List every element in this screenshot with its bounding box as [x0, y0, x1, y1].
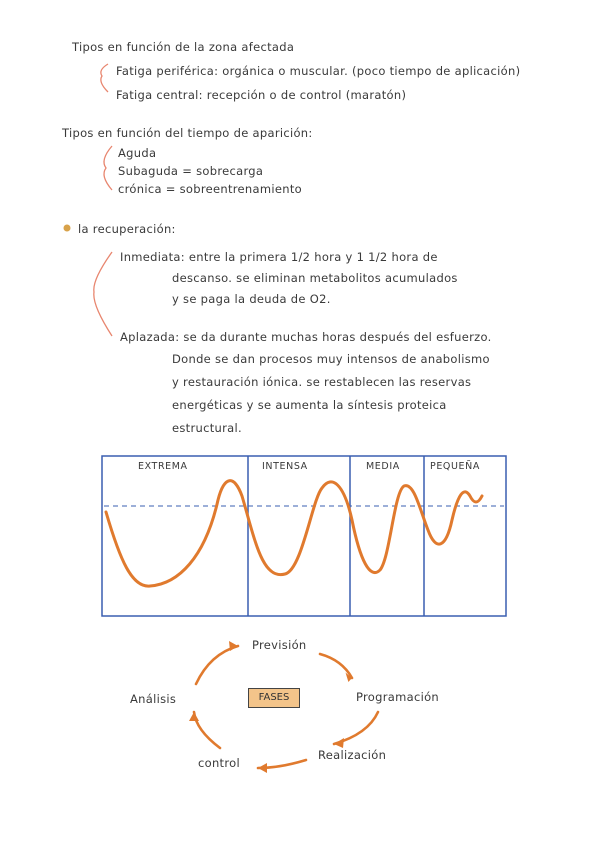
- arrow-programacion-to-realizacion: [334, 712, 378, 744]
- cycle-step-analisis: Análisis: [130, 692, 177, 706]
- brace-section1: [101, 64, 108, 92]
- zone-label-intensa: INTENSA: [262, 461, 308, 472]
- aplazada-line-2: Donde se dan procesos muy intensos de anabolismo: [172, 352, 490, 366]
- cycle-step-programacion: Programación: [356, 690, 440, 704]
- inmediata-line-3: y se paga la deuda de O2.: [172, 292, 331, 306]
- brace-section2: [104, 146, 112, 190]
- arrow-control-to-analisis: [194, 712, 220, 748]
- fases-box: [248, 688, 300, 708]
- aplazada-line-3: y restauración iónica. se restablecen las reservas: [172, 375, 472, 389]
- arrow-analisis-to-prevision: [196, 646, 238, 684]
- zone-label-pequena: PEQUEÑA: [430, 461, 480, 472]
- section1-item-2: Fatiga central: recepción o de control (maratón): [116, 88, 407, 102]
- section1-item-1: Fatiga periférica: orgánica o muscular. (poco tiempo de aplicación): [116, 64, 521, 78]
- brace-section3: [94, 252, 112, 336]
- fases-label: FASES: [258, 692, 290, 703]
- bullet-dot: [64, 225, 71, 232]
- section3-heading: la recuperación:: [78, 222, 176, 236]
- cycle-step-realizacion: Realización: [318, 748, 387, 762]
- zone-label-extrema: EXTREMA: [138, 461, 188, 472]
- section2-heading: Tipos en función del tiempo de aparición:: [62, 126, 313, 140]
- section1-heading: Tipos en función de la zona afectada: [72, 40, 295, 54]
- aplazada-line-4: energéticas y se aumenta la síntesis proteica: [172, 398, 447, 412]
- inmediata-line-2: descanso. se eliminan metabolitos acumulados: [172, 271, 458, 285]
- recovery-wave: [106, 481, 482, 586]
- arrowhead-1: [229, 641, 238, 651]
- inmediata-line-1: Inmediata: entre la primera 1/2 hora y 1 1/2 hora de: [120, 250, 438, 264]
- section2-item-3: crónica = sobreentrenamiento: [118, 182, 302, 196]
- arrowhead-5: [189, 712, 199, 721]
- aplazada-line-5: estructural.: [172, 421, 242, 435]
- arrowhead-4: [258, 763, 267, 773]
- cycle-step-prevision: Previsión: [252, 638, 307, 652]
- zone-label-media: MEDIA: [366, 461, 400, 472]
- aplazada-line-1: Aplazada: se da durante muchas horas después del esfuerzo.: [120, 330, 492, 344]
- section2-item-1: Aguda: [118, 146, 157, 160]
- arrowhead-2: [343, 672, 353, 682]
- section2-item-2: Subaguda = sobrecarga: [118, 164, 264, 178]
- cycle-step-control: control: [198, 756, 240, 770]
